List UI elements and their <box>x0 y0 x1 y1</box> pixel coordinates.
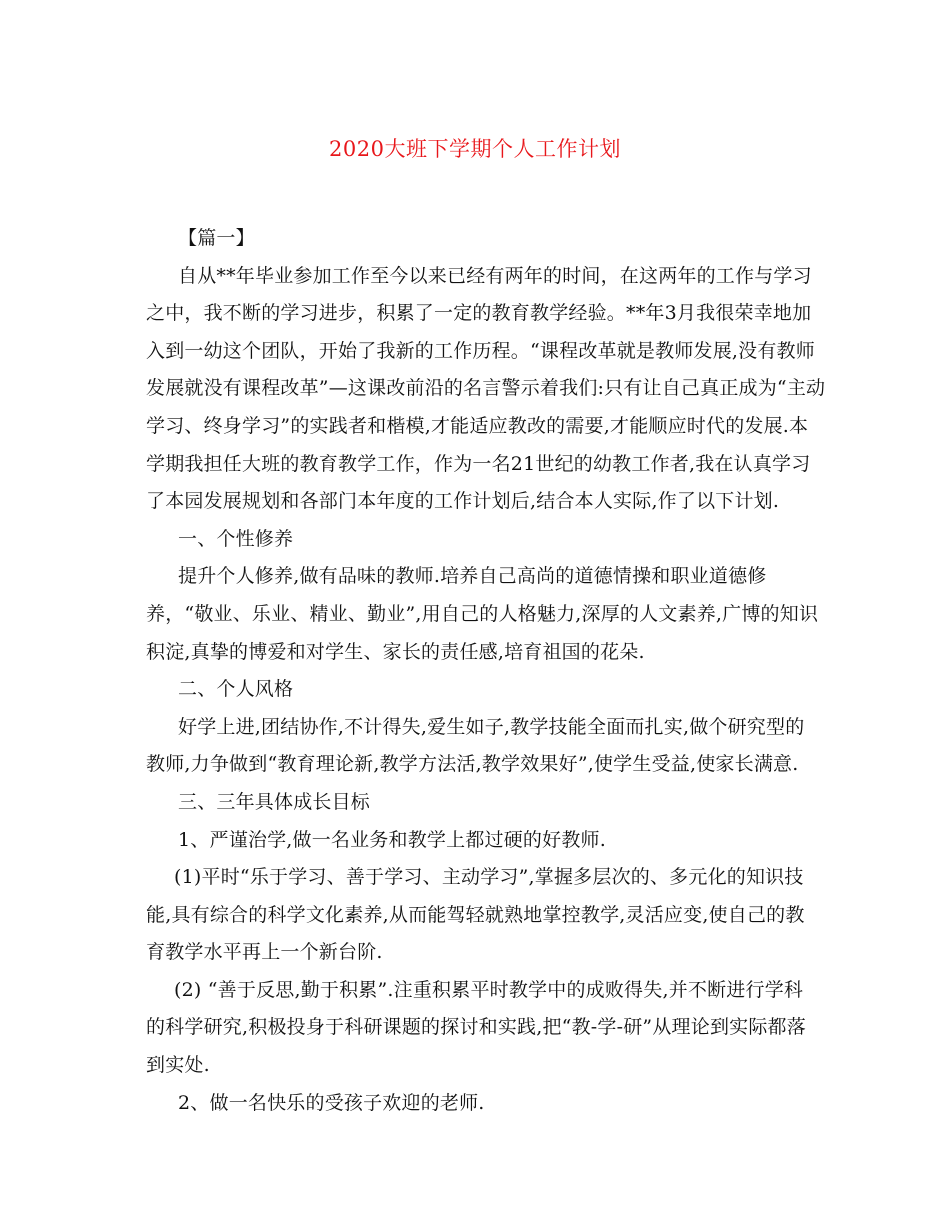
paragraph-line: 到实处. <box>146 1054 210 1077</box>
document-title: 2020大班下学期个人工作计划 <box>329 137 621 161</box>
paragraph-line: 发展就没有课程改革”—这课改前沿的名言警示着我们:只有让自己真正成为“主动 <box>146 377 826 400</box>
paragraph-line: 之中，我不断的学习进步，积累了一定的教育教学经验。**年3月我很荣幸地加 <box>146 302 812 325</box>
paragraph-line: 学期我担任大班的教育教学工作，作为一名21世纪的幼教工作者,我在认真学习 <box>146 452 811 475</box>
paragraph-line: 育教学水平再上一个新台阶. <box>146 941 383 964</box>
sub-list-item: (2) “善于反思,勤于积累”.注重积累平时教学中的成败得失,并不断进行学科 <box>174 978 804 1001</box>
section-heading: 二、个人风格 <box>178 678 294 701</box>
sub-list-item: (1)平时“乐于学习、善于学习、主动学习”,掌握多层次的、多元化的知识技 <box>174 866 804 889</box>
paragraph-line: 积淀,真挚的博爱和对学生、家长的责任感,培育祖国的花朵. <box>146 640 645 663</box>
list-item: 1、严谨治学,做一名业务和教学上都过硬的好教师. <box>178 828 606 851</box>
paragraph-line: 教师,力争做到“教育理论新,教学方法活,教学效果好”,使学生受益,使家长满意. <box>146 753 799 776</box>
paragraph-line: 养，“敬业、乐业、精业、勤业”,用自己的人格魅力,深厚的人文素养,广博的知识 <box>146 602 819 625</box>
paragraph-line: 好学上进,团结协作,不计得失,爱生如子,教学技能全面而扎实,做个研究型的 <box>178 715 805 738</box>
paragraph-line: 自从**年毕业参加工作至今以来已经有两年的时间，在这两年的工作与学习 <box>178 264 812 287</box>
list-item: 2、做一名快乐的受孩子欢迎的老师. <box>178 1091 485 1114</box>
section-heading: 三、三年具体成长目标 <box>178 790 371 813</box>
section-heading: 一、个性修养 <box>178 527 294 550</box>
paragraph-line: 能,具有综合的科学文化素养,从而能驾轻就熟地掌控教学,灵活应变,使自己的教 <box>146 903 805 926</box>
paragraph-line: 提升个人修养,做有品味的教师.培养自己高尚的道德情操和职业道德修 <box>178 565 767 588</box>
paragraph-line: 学习、终身学习”的实践者和楷模,才能适应教改的需要,才能顺应时代的发展.本 <box>146 414 809 437</box>
document-body <box>146 220 826 1122</box>
section-heading: 【篇一】 <box>178 227 255 249</box>
paragraph-line: 了本园发展规划和各部门本年度的工作计划后,结合本人实际,作了以下计划. <box>146 490 780 513</box>
paragraph-line: 的科学研究,积极投身于科研课题的探讨和实践,把“教-学-研”从理论到实际都落 <box>146 1016 806 1039</box>
paragraph-line: 入到一幼这个团队，开始了我新的工作历程。“课程改革就是教师发展,没有教师 <box>146 339 815 362</box>
